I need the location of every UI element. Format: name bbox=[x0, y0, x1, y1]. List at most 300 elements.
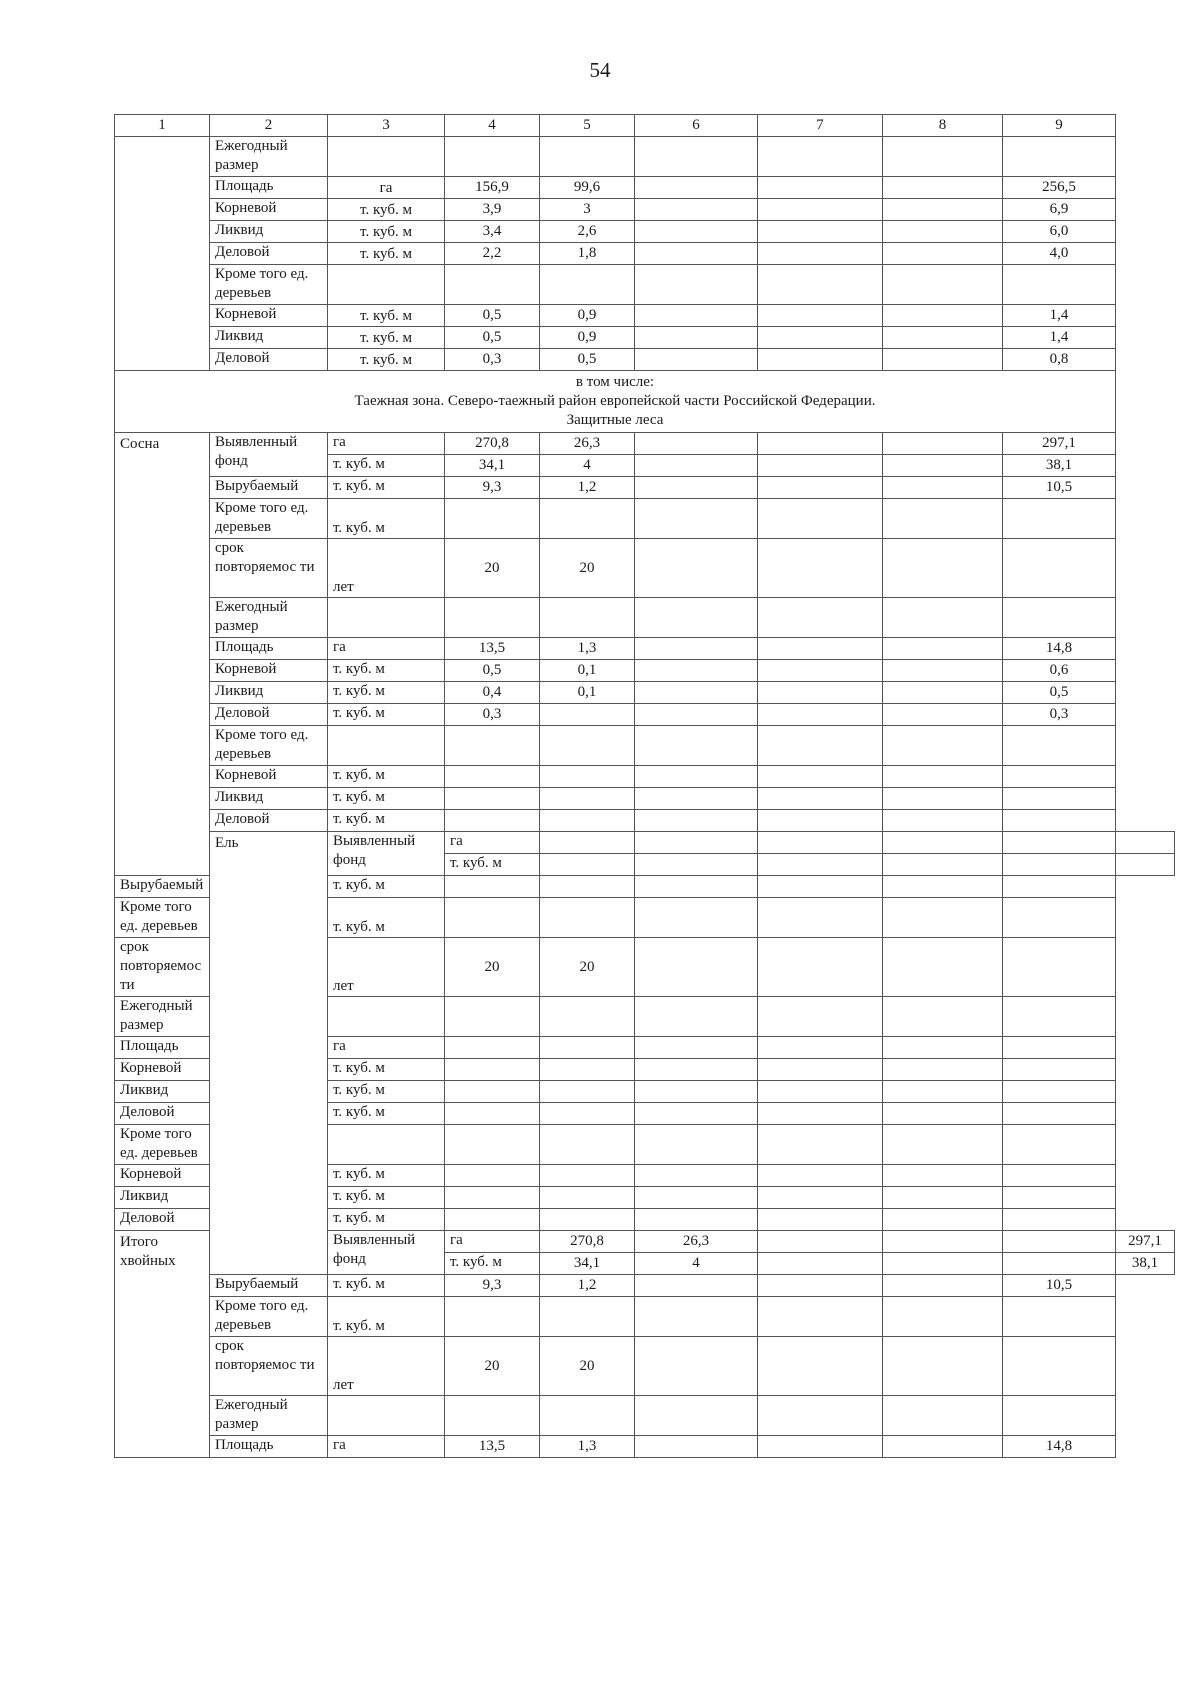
value-cell bbox=[540, 876, 635, 898]
unit-cell: т. куб. м bbox=[328, 704, 445, 726]
table-cell bbox=[635, 898, 758, 938]
table-row bbox=[115, 1297, 1175, 1337]
table-cell bbox=[1003, 1231, 1116, 1253]
value-cell bbox=[540, 1059, 635, 1081]
column-header: 5 bbox=[540, 115, 635, 137]
row-label: Площадь bbox=[210, 177, 328, 199]
table-cell bbox=[328, 726, 445, 766]
table-cell bbox=[883, 349, 1003, 371]
table-cell bbox=[445, 1125, 540, 1165]
table-cell bbox=[540, 766, 635, 788]
table-cell bbox=[445, 1396, 540, 1436]
table-cell bbox=[635, 305, 758, 327]
table-cell bbox=[883, 477, 1003, 499]
unit-cell: т. куб. м bbox=[328, 477, 445, 499]
value-cell: 99,6 bbox=[540, 177, 635, 199]
table-cell bbox=[540, 788, 635, 810]
column-header: 4 bbox=[445, 115, 540, 137]
row-label: Корневой bbox=[115, 1165, 210, 1187]
table-cell bbox=[883, 1081, 1003, 1103]
table-row bbox=[115, 115, 1175, 137]
table-cell bbox=[445, 810, 540, 832]
table-row bbox=[115, 221, 1175, 243]
table-row bbox=[115, 371, 1175, 433]
value-cell: 13,5 bbox=[445, 1436, 540, 1458]
value-cell: 3 bbox=[540, 199, 635, 221]
value-cell bbox=[445, 876, 540, 898]
table-cell bbox=[883, 876, 1003, 898]
table-cell bbox=[635, 265, 758, 305]
row-label: Деловой bbox=[210, 810, 328, 832]
table-row bbox=[115, 265, 1175, 305]
table-cell bbox=[540, 810, 635, 832]
row-label: Вырубаемый bbox=[210, 477, 328, 499]
value-cell: 34,1 bbox=[445, 455, 540, 477]
unit-cell: т. куб. м bbox=[328, 810, 445, 832]
table-cell bbox=[635, 1436, 758, 1458]
table-cell bbox=[540, 1125, 635, 1165]
table-cell bbox=[635, 660, 758, 682]
unit-cell: лет bbox=[328, 539, 445, 598]
value-cell: 1,3 bbox=[540, 1436, 635, 1458]
table-cell bbox=[883, 1436, 1003, 1458]
table-cell bbox=[758, 243, 883, 265]
table-cell bbox=[1003, 598, 1116, 638]
table-cell bbox=[883, 1297, 1003, 1337]
value-cell bbox=[1003, 265, 1116, 305]
table-cell bbox=[1003, 832, 1116, 854]
unit-cell: га bbox=[328, 638, 445, 660]
value-cell: 4,0 bbox=[1003, 243, 1116, 265]
table-cell bbox=[445, 997, 540, 1037]
table-cell bbox=[540, 1396, 635, 1436]
table-cell bbox=[635, 788, 758, 810]
table-cell bbox=[883, 1275, 1003, 1297]
table-cell bbox=[635, 327, 758, 349]
value-cell: 20 bbox=[540, 938, 635, 997]
table-cell bbox=[883, 199, 1003, 221]
table-cell bbox=[328, 1125, 445, 1165]
value-cell: 0,1 bbox=[540, 660, 635, 682]
table-cell bbox=[758, 1125, 883, 1165]
table-cell bbox=[758, 704, 883, 726]
unit-cell: т. куб. м bbox=[445, 854, 540, 876]
table-row bbox=[115, 177, 1175, 199]
row-label: Ликвид bbox=[210, 788, 328, 810]
table-cell bbox=[758, 788, 883, 810]
row-label: Вырубаемый bbox=[115, 876, 210, 898]
value-cell: 3,4 bbox=[445, 221, 540, 243]
table-cell bbox=[445, 726, 540, 766]
value-cell: 20 bbox=[540, 1337, 635, 1396]
table-cell bbox=[1003, 1209, 1116, 1231]
unit-cell: лет bbox=[328, 1337, 445, 1396]
value-cell bbox=[1116, 854, 1175, 876]
table-cell bbox=[883, 854, 1003, 876]
table-row bbox=[115, 598, 1175, 638]
unit-cell: т. куб. м bbox=[328, 221, 445, 243]
table-cell bbox=[758, 938, 883, 997]
value-cell bbox=[445, 137, 540, 177]
table-cell bbox=[1003, 1396, 1116, 1436]
table-cell bbox=[540, 1187, 635, 1209]
table-cell bbox=[883, 898, 1003, 938]
table-cell bbox=[758, 177, 883, 199]
value-cell bbox=[445, 1037, 540, 1059]
table-cell bbox=[445, 1165, 540, 1187]
table-cell bbox=[883, 1187, 1003, 1209]
table-cell bbox=[758, 997, 883, 1037]
table-cell bbox=[635, 682, 758, 704]
column-header: 9 bbox=[1003, 115, 1116, 137]
table-cell bbox=[883, 243, 1003, 265]
unit-cell: т. куб. м bbox=[328, 1103, 445, 1125]
value-cell: 0,5 bbox=[445, 660, 540, 682]
table-cell bbox=[540, 898, 635, 938]
value-cell bbox=[635, 854, 758, 876]
table-cell bbox=[758, 766, 883, 788]
row-label: Ликвид bbox=[115, 1081, 210, 1103]
row-label: Деловой bbox=[115, 1103, 210, 1125]
table-row bbox=[115, 137, 1175, 177]
table-cell bbox=[540, 499, 635, 539]
value-cell: 0,8 bbox=[1003, 349, 1116, 371]
table-cell bbox=[758, 1253, 883, 1275]
table-cell bbox=[883, 305, 1003, 327]
table-cell bbox=[883, 1209, 1003, 1231]
table-cell bbox=[883, 1253, 1003, 1275]
table-cell bbox=[883, 682, 1003, 704]
value-cell bbox=[445, 1103, 540, 1125]
unit-cell: т. куб. м bbox=[328, 1275, 445, 1297]
table-cell bbox=[758, 477, 883, 499]
table-cell bbox=[635, 997, 758, 1037]
value-cell: 0,3 bbox=[445, 349, 540, 371]
table-cell bbox=[1003, 1337, 1116, 1396]
row-label: Кроме того ед. деревьев bbox=[210, 265, 328, 305]
table-cell bbox=[635, 1037, 758, 1059]
table-cell bbox=[758, 832, 883, 854]
table-cell bbox=[635, 1275, 758, 1297]
unit-cell: т. куб. м bbox=[328, 305, 445, 327]
table-cell bbox=[635, 1337, 758, 1396]
table-cell bbox=[635, 876, 758, 898]
value-cell: 34,1 bbox=[540, 1253, 635, 1275]
table-cell bbox=[883, 997, 1003, 1037]
table-cell bbox=[758, 1396, 883, 1436]
value-cell bbox=[540, 1081, 635, 1103]
unit-cell: т. куб. м bbox=[445, 1253, 540, 1275]
unit-cell: га bbox=[328, 177, 445, 199]
table-cell bbox=[883, 938, 1003, 997]
row-label: Деловой bbox=[210, 704, 328, 726]
table-cell bbox=[1003, 726, 1116, 766]
row-label: Ежегодный размер bbox=[210, 1396, 328, 1436]
table-row bbox=[115, 1436, 1175, 1458]
table-cell bbox=[883, 810, 1003, 832]
table-cell bbox=[1003, 766, 1116, 788]
table-cell bbox=[758, 327, 883, 349]
row-label: Кроме того ед. деревьев bbox=[115, 898, 210, 938]
value-cell: 26,3 bbox=[635, 1231, 758, 1253]
table-cell bbox=[635, 726, 758, 766]
table-row bbox=[115, 539, 1175, 598]
table-cell bbox=[758, 1037, 883, 1059]
table-row bbox=[115, 349, 1175, 371]
row-label: срок повторяемос ти bbox=[210, 539, 328, 598]
value-cell: 1,4 bbox=[1003, 305, 1116, 327]
table-cell bbox=[883, 177, 1003, 199]
table-cell bbox=[635, 177, 758, 199]
table-cell bbox=[540, 1209, 635, 1231]
value-cell: 1,3 bbox=[540, 638, 635, 660]
value-cell: 1,2 bbox=[540, 477, 635, 499]
table-cell bbox=[883, 327, 1003, 349]
value-cell: 297,1 bbox=[1003, 433, 1116, 455]
unit-cell: т. куб. м bbox=[328, 327, 445, 349]
row-label: Кроме того ед. деревьев bbox=[210, 1297, 328, 1337]
value-cell: 1,4 bbox=[1003, 327, 1116, 349]
unit-cell: т. куб. м bbox=[328, 1059, 445, 1081]
row-label: Корневой bbox=[210, 305, 328, 327]
table-cell bbox=[758, 682, 883, 704]
table-cell bbox=[635, 539, 758, 598]
table-cell bbox=[328, 598, 445, 638]
table-cell bbox=[758, 1103, 883, 1125]
value-cell: 0,9 bbox=[540, 327, 635, 349]
value-cell: 0,5 bbox=[1003, 682, 1116, 704]
row-label: Деловой bbox=[210, 243, 328, 265]
value-cell: 14,8 bbox=[1003, 1436, 1116, 1458]
table-cell bbox=[758, 898, 883, 938]
value-cell: 38,1 bbox=[1003, 455, 1116, 477]
unit-cell: т. куб. м bbox=[328, 788, 445, 810]
unit-cell: т. куб. м bbox=[328, 1187, 445, 1209]
table-cell bbox=[883, 1231, 1003, 1253]
table-cell bbox=[758, 265, 883, 305]
table-cell bbox=[445, 499, 540, 539]
table-row bbox=[115, 199, 1175, 221]
table-cell bbox=[758, 433, 883, 455]
table-cell bbox=[758, 1059, 883, 1081]
species-cell: Сосна bbox=[115, 433, 210, 876]
table-cell bbox=[883, 1396, 1003, 1436]
value-cell bbox=[540, 854, 635, 876]
value-cell: 256,5 bbox=[1003, 177, 1116, 199]
table-cell bbox=[445, 1297, 540, 1337]
table-cell bbox=[758, 1165, 883, 1187]
unit-cell: т. куб. м bbox=[328, 1165, 445, 1187]
row-label: Ликвид bbox=[210, 221, 328, 243]
unit-cell bbox=[328, 265, 445, 305]
table-cell bbox=[758, 1436, 883, 1458]
row-label: Ликвид bbox=[115, 1187, 210, 1209]
table-cell bbox=[758, 499, 883, 539]
unit-cell: га bbox=[445, 1231, 540, 1253]
unit-cell: га bbox=[445, 832, 540, 854]
section-heading-line: в том числе: bbox=[575, 374, 655, 390]
table-cell bbox=[883, 638, 1003, 660]
table-cell bbox=[1003, 997, 1116, 1037]
table-cell bbox=[1003, 1187, 1116, 1209]
value-cell bbox=[540, 704, 635, 726]
table-cell bbox=[635, 1297, 758, 1337]
species-cell: Ель bbox=[210, 832, 328, 1275]
unit-cell: т. куб. м bbox=[328, 876, 445, 898]
table-cell bbox=[635, 1187, 758, 1209]
value-cell: 26,3 bbox=[540, 433, 635, 455]
table-cell bbox=[758, 810, 883, 832]
table-cell bbox=[540, 598, 635, 638]
value-cell: 20 bbox=[445, 1337, 540, 1396]
table-cell bbox=[445, 1187, 540, 1209]
table-cell bbox=[883, 265, 1003, 305]
unit-cell: лет bbox=[328, 938, 445, 997]
table-cell bbox=[883, 726, 1003, 766]
table-cell bbox=[445, 898, 540, 938]
row-label: Выявленный фонд bbox=[210, 433, 328, 477]
value-cell: 270,8 bbox=[445, 433, 540, 455]
value-cell: 2,2 bbox=[445, 243, 540, 265]
table-cell bbox=[635, 938, 758, 997]
value-cell: 0,1 bbox=[540, 682, 635, 704]
table-cell bbox=[445, 766, 540, 788]
table-cell bbox=[883, 455, 1003, 477]
table-cell bbox=[758, 1231, 883, 1253]
unit-cell: га bbox=[328, 433, 445, 455]
row-label: Площадь bbox=[210, 638, 328, 660]
section-heading-line: Защитные леса bbox=[566, 412, 664, 428]
value-cell: 270,8 bbox=[540, 1231, 635, 1253]
column-header: 6 bbox=[635, 115, 758, 137]
value-cell: 9,3 bbox=[445, 477, 540, 499]
table-cell bbox=[758, 1209, 883, 1231]
table-cell bbox=[635, 477, 758, 499]
table-cell bbox=[1003, 499, 1116, 539]
row-label: Ежегодный размер bbox=[210, 598, 328, 638]
table-cell bbox=[883, 766, 1003, 788]
table-cell bbox=[635, 810, 758, 832]
row-label: срок повторяемос ти bbox=[210, 1337, 328, 1396]
value-cell bbox=[1003, 876, 1116, 898]
table-cell bbox=[635, 433, 758, 455]
table-cell bbox=[1003, 1253, 1116, 1275]
table-cell bbox=[883, 598, 1003, 638]
table-cell bbox=[758, 1337, 883, 1396]
value-cell bbox=[1003, 1037, 1116, 1059]
row-label: Кроме того ед. деревьев bbox=[115, 1125, 210, 1165]
table-cell bbox=[328, 997, 445, 1037]
value-cell: 13,5 bbox=[445, 638, 540, 660]
table-cell bbox=[758, 854, 883, 876]
unit-cell: т. куб. м bbox=[328, 199, 445, 221]
row-label: Ежегодный размер bbox=[115, 997, 210, 1037]
row-label: Кроме того ед. деревьев bbox=[210, 499, 328, 539]
value-cell: 14,8 bbox=[1003, 638, 1116, 660]
table-cell bbox=[883, 1103, 1003, 1125]
table-cell bbox=[635, 704, 758, 726]
table-row bbox=[115, 1337, 1175, 1396]
unit-cell: т. куб. м bbox=[328, 349, 445, 371]
row-label: Вырубаемый bbox=[210, 1275, 328, 1297]
table-cell bbox=[883, 788, 1003, 810]
table-cell bbox=[635, 455, 758, 477]
table-cell bbox=[1003, 1297, 1116, 1337]
value-cell: 1,2 bbox=[540, 1275, 635, 1297]
table-cell bbox=[1003, 938, 1116, 997]
unit-cell: га bbox=[328, 1037, 445, 1059]
species-cell: Итого хвойных bbox=[115, 1231, 210, 1458]
section-heading-line: Таежная зона. Северо-таежный район европейской части Российской Федерации. bbox=[354, 393, 876, 409]
value-cell bbox=[1003, 1103, 1116, 1125]
row-label: Ликвид bbox=[210, 682, 328, 704]
table-cell bbox=[540, 1165, 635, 1187]
column-header: 3 bbox=[328, 115, 445, 137]
value-cell bbox=[540, 1037, 635, 1059]
row-label: Кроме того ед. деревьев bbox=[210, 726, 328, 766]
value-cell bbox=[540, 1103, 635, 1125]
table-cell bbox=[635, 766, 758, 788]
unit-cell: т. куб. м bbox=[328, 1209, 445, 1231]
unit-cell: т. куб. м bbox=[328, 898, 445, 938]
row-label: Деловой bbox=[210, 349, 328, 371]
table-row bbox=[115, 477, 1175, 499]
table-cell bbox=[635, 349, 758, 371]
table-cell bbox=[758, 1297, 883, 1337]
value-cell bbox=[1003, 1081, 1116, 1103]
column-header: 2 bbox=[210, 115, 328, 137]
value-cell: 156,9 bbox=[445, 177, 540, 199]
value-cell: 3,9 bbox=[445, 199, 540, 221]
row-label: Выявленный фонд bbox=[328, 1231, 445, 1275]
value-cell: 20 bbox=[540, 539, 635, 598]
table-cell bbox=[635, 137, 758, 177]
table-cell bbox=[758, 638, 883, 660]
table-row bbox=[115, 810, 1175, 832]
table-cell bbox=[635, 1209, 758, 1231]
table-cell bbox=[883, 221, 1003, 243]
table-cell bbox=[635, 1059, 758, 1081]
value-cell: 1,8 bbox=[540, 243, 635, 265]
value-cell: 2,6 bbox=[540, 221, 635, 243]
value-cell: 10,5 bbox=[1003, 1275, 1116, 1297]
table-cell bbox=[758, 1187, 883, 1209]
table-cell bbox=[883, 1125, 1003, 1165]
row-label: Деловой bbox=[115, 1209, 210, 1231]
column-header: 1 bbox=[115, 115, 210, 137]
table-cell bbox=[1003, 898, 1116, 938]
value-cell: 0,6 bbox=[1003, 660, 1116, 682]
unit-cell: т. куб. м bbox=[328, 766, 445, 788]
table-cell bbox=[758, 137, 883, 177]
unit-cell: т. куб. м bbox=[328, 660, 445, 682]
table-cell bbox=[883, 433, 1003, 455]
value-cell bbox=[445, 1059, 540, 1081]
table-cell bbox=[883, 1165, 1003, 1187]
table-cell bbox=[635, 243, 758, 265]
column-header: 7 bbox=[758, 115, 883, 137]
table-cell bbox=[758, 598, 883, 638]
value-cell: 4 bbox=[540, 455, 635, 477]
table-cell bbox=[445, 788, 540, 810]
table-cell bbox=[635, 1081, 758, 1103]
unit-cell: т. куб. м bbox=[328, 1297, 445, 1337]
value-cell bbox=[540, 137, 635, 177]
table-cell bbox=[758, 221, 883, 243]
table-row bbox=[115, 1396, 1175, 1436]
table-cell bbox=[758, 1081, 883, 1103]
table-row bbox=[115, 499, 1175, 539]
